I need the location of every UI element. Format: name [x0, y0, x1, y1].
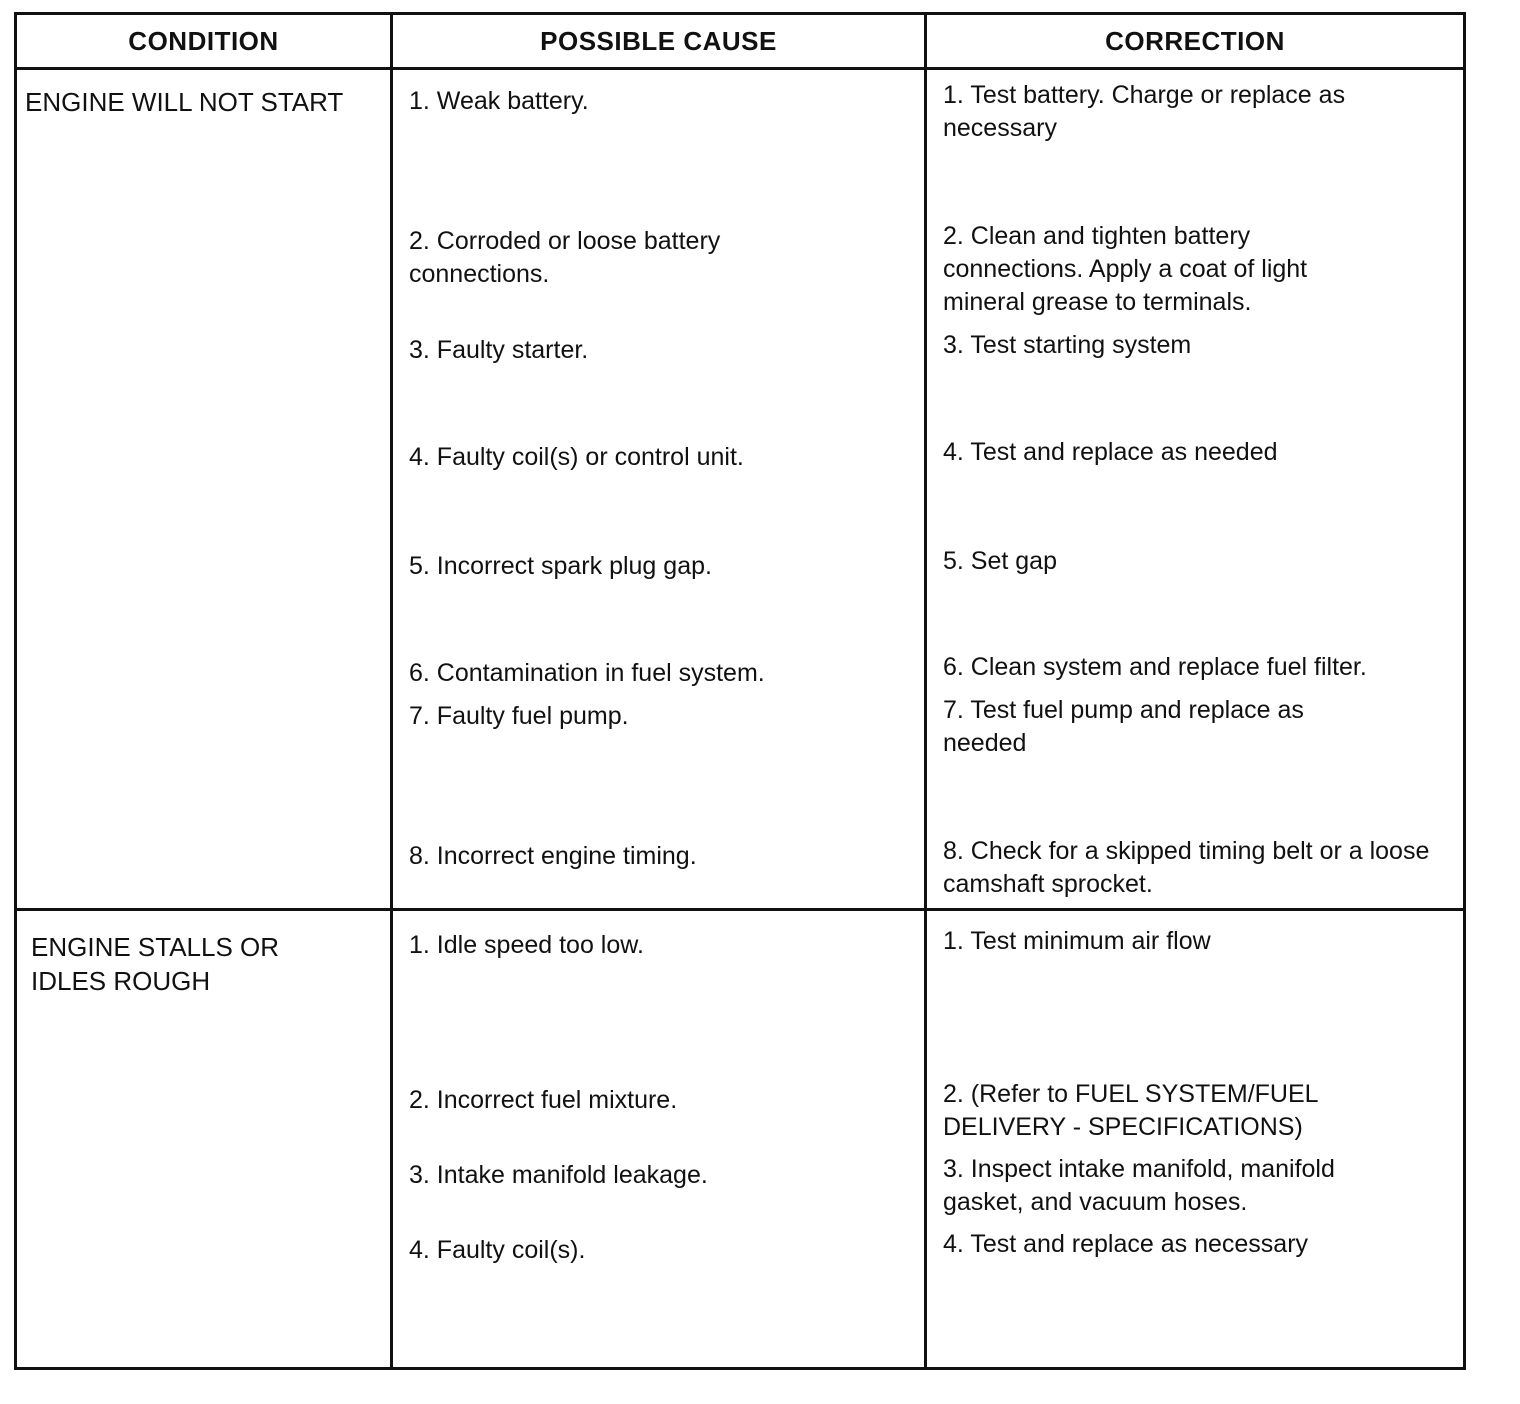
cause-cell: 1. Weak battery.	[409, 87, 589, 115]
cause-cell: 3. Faulty starter.	[409, 336, 589, 364]
correction-cell: 1. Test battery. Charge or replace as necessary	[943, 81, 1346, 142]
troubleshooting-table	[14, 12, 1466, 1370]
correction-cell: 2. (Refer to FUEL SYSTEM/FUEL DELIVERY - SPECIFICATIONS)	[943, 1080, 1318, 1141]
condition-engine-will-not-start: ENGINE WILL NOT START	[25, 87, 344, 117]
column-divider-1	[390, 15, 393, 1367]
column-divider-2	[924, 15, 927, 1367]
correction-cell: 5. Set gap	[943, 547, 1057, 575]
header-divider	[17, 67, 1463, 70]
correction-cell: 4. Test and replace as necessary	[943, 1230, 1309, 1258]
correction-cell: 1. Test minimum air flow	[943, 927, 1211, 955]
correction-cell: 3. Inspect intake manifold, manifold gasket, and vacuum hoses.	[943, 1155, 1335, 1216]
cause-cell: 6. Contamination in fuel system.	[409, 659, 765, 687]
correction-cell: 7. Test fuel pump and replace as needed	[943, 696, 1304, 757]
correction-cell: 4. Test and replace as needed	[943, 438, 1278, 466]
cause-cell: 4. Faulty coil(s) or control unit.	[409, 443, 744, 471]
cause-cell: 7. Faulty fuel pump.	[409, 702, 629, 730]
correction-cell: 6. Clean system and replace fuel filter.	[943, 653, 1367, 681]
cause-cell: 2. Incorrect fuel mixture.	[409, 1086, 678, 1114]
correction-cell: 2. Clean and tighten battery connections. Apply a coat of light mineral grease to terminals.	[943, 222, 1308, 316]
condition-engine-stalls-or-idles-rough: ENGINE STALLS OR IDLES ROUGH	[31, 932, 280, 996]
cause-cell: 8. Incorrect engine timing.	[409, 842, 697, 870]
cause-cell: 2. Corroded or loose battery connections.	[409, 227, 721, 288]
correction-cell: 8. Check for a skipped timing belt or a loose camshaft sprocket.	[943, 837, 1430, 898]
cause-cell: 1. Idle speed too low.	[409, 931, 644, 959]
header-possible-cause: POSSIBLE CAUSE	[540, 25, 777, 56]
group-divider	[17, 908, 1463, 911]
header-correction: CORRECTION	[1105, 25, 1285, 56]
cause-cell: 5. Incorrect spark plug gap.	[409, 552, 712, 580]
header-condition: CONDITION	[128, 25, 279, 56]
cause-cell: 4. Faulty coil(s).	[409, 1236, 586, 1264]
correction-cell: 3. Test starting system	[943, 331, 1192, 359]
cause-cell: 3. Intake manifold leakage.	[409, 1161, 708, 1189]
